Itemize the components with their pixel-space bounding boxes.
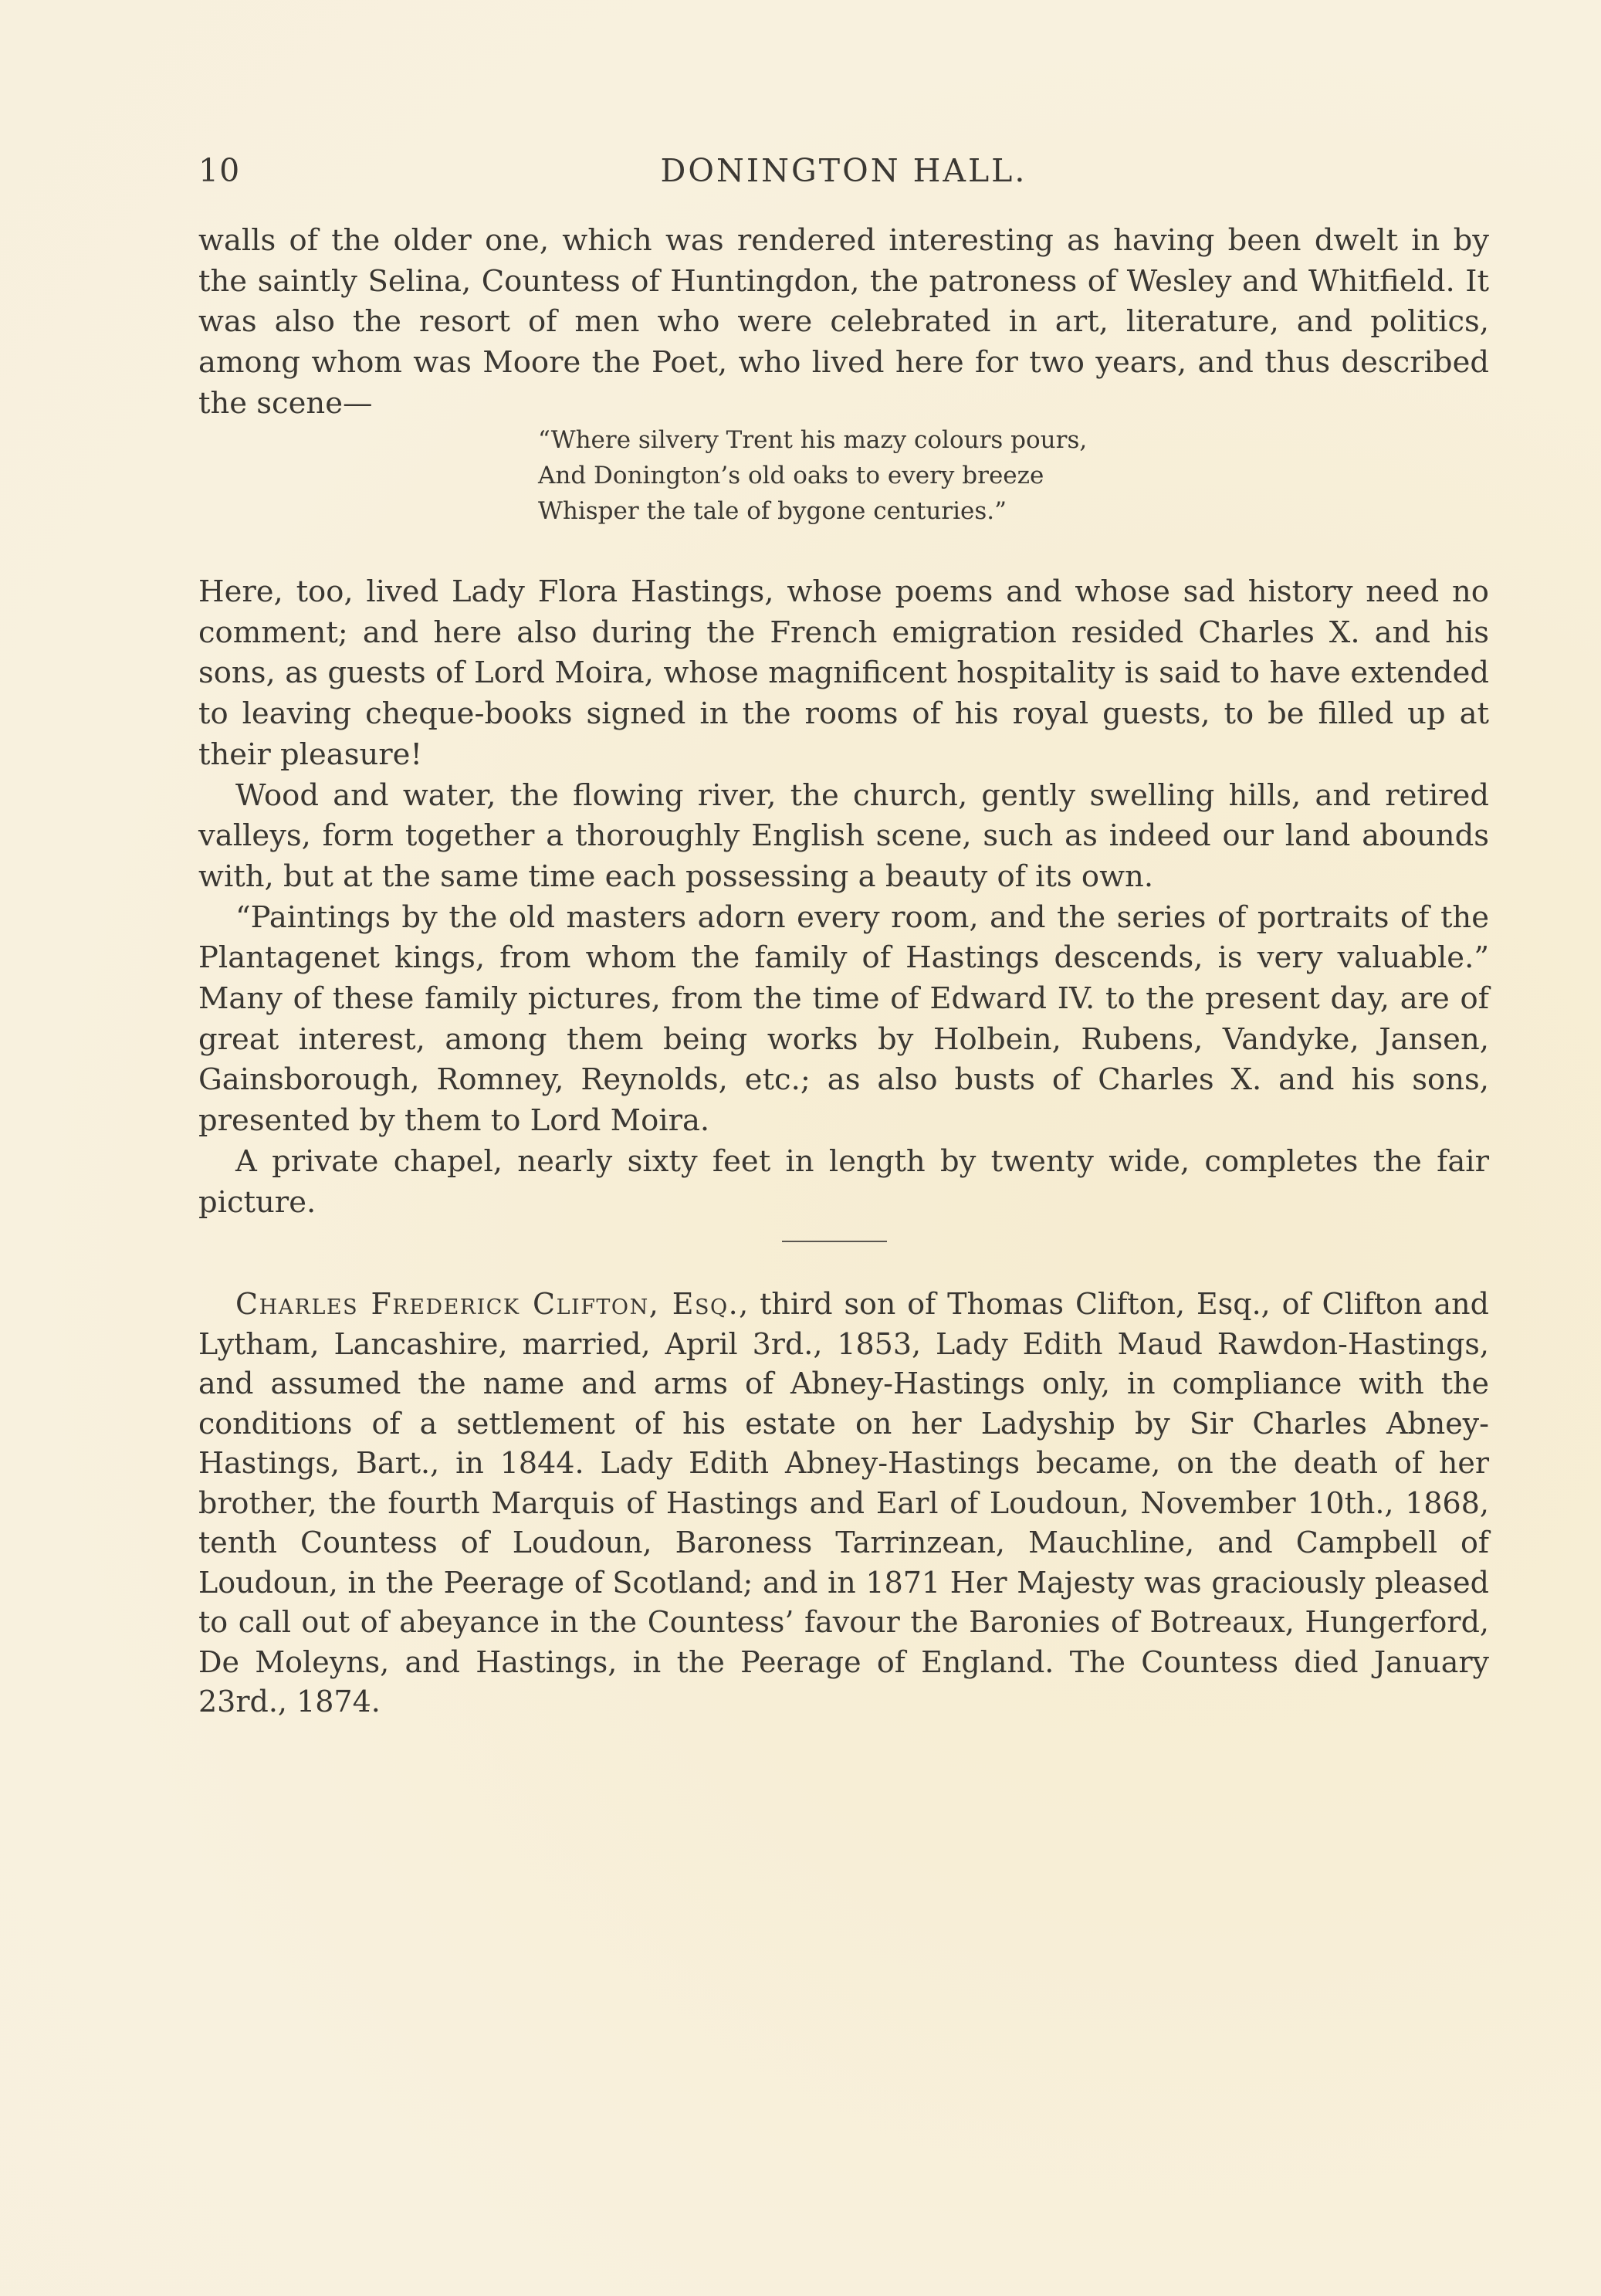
clifton-paragraph-block	[198, 1285, 1489, 1722]
paragraph-lady-flora: Here, too, lived Lady Flora Hastings, whose poems and whose sad history need no comment; and here also during the French emigration resided Charles X. and his sons, as guests of Lord Moira, whose magnificent hospitality is said to have extended to leaving cheque-books signed in the rooms of his royal guests, to be filled up at their pleasure!	[198, 574, 1489, 772]
verse-line: And Donington’s old oaks to every breeze	[538, 462, 1044, 489]
page-number: 10	[198, 152, 241, 189]
paragraph-paintings: “Paintings by the old masters adorn every room, and the series of portraits of the Plantagenet kings, from whom the family of Hastings descends, is very valuable.” Many of these family pictures, from the time of Edward IV. to the present day, are of great interest, among them being works by Holbein, Rubens, Vandyke, Jansen, Gainsborough, Romney, Reynolds, etc.; as also busts of Charles X. and his sons, presented by them to Lord Moira.	[198, 899, 1489, 1139]
page-header	[198, 151, 1489, 197]
verse-line: “Where silvery Trent his mazy colours pours,	[538, 426, 1088, 454]
running-head: DONINGTON HALL.	[660, 152, 1027, 189]
paragraph-chapel: A private chapel, nearly sixty feet in length by twenty wide, completes the fair picture.	[198, 1143, 1489, 1220]
description-block	[198, 572, 1489, 1223]
opening-paragraph: walls of the older one, which was rendered interesting as having been dwelt in by the saintly Selina, Countess of Huntingdon, the patroness of Wesley and Whitfield. It was also the resort of men who were celebrated in art, literature, and politics, among whom was Moore the Poet, who lived here for two years, and thus described the scene—	[198, 223, 1489, 421]
paragraph-wood-and-water: Wood and water, the flowing river, the church, gently swelling hills, and retired valleys, form together a thoroughly English scene, such as indeed our land abounds with, but at the same time each possessing a beauty of its own.	[198, 777, 1489, 894]
opening-paragraph-block	[198, 221, 1489, 425]
section-divider	[782, 1241, 887, 1242]
clifton-text: , third son of Thomas Clifton, Esq., of Clifton and Lytham, Lancashire, married, April 3rd., 1853, Lady Edith Maud Rawdon-Hastings, and assumed the name and arms of Abney-Hastings only, in compliance with the conditions of a settlement of his estate on her Ladyship by Sir Charles Abney-Hastings, Bart., in 1844. Lady Edith Abney-Hastings became, on the death of her brother, the fourth Marquis of Hastings and Earl of Loudoun, November 10th., 1868, tenth Countess of Loudoun, Baroness Tarrinzean, Mauchline, and Campbell of Loudoun, in the Peerage of Scotland; and in 1871 Her Majesty was graciously pleased to call out of abeyance in the Countess’ favour the Baronies of Botreaux, Hungerford, De Moleyns, and Hastings, in the Peerage of England. The Countess died January 23rd., 1874.	[198, 1287, 1489, 1719]
verse-line: Whisper the tale of bygone centuries.”	[538, 497, 1007, 525]
clifton-paragraph	[198, 1285, 1489, 1722]
person-name: Charles Frederick Clifton, Esq.	[235, 1287, 740, 1321]
verse-quotation	[538, 422, 1087, 529]
